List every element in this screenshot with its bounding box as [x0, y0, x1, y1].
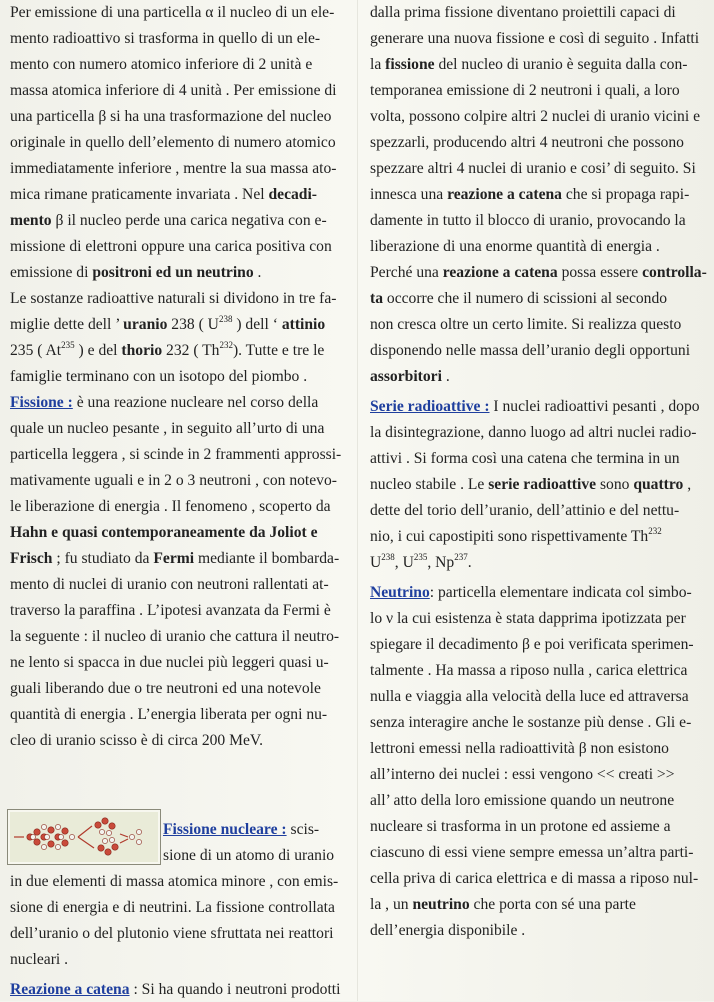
- text-line: volta, possono colpire altri 2 nuclei di uranio vicini e: [370, 108, 700, 125]
- text: miglie dette dell ’: [10, 316, 120, 333]
- text-line: talmente . Ha massa a riposo nulla , carica elettrica: [370, 662, 688, 679]
- text-line: ciascuno di essi viene sempre emessa un’altra parti-: [370, 844, 694, 861]
- text-line: disponendo nelle massa dell’uranio degli opportuni: [370, 342, 691, 359]
- text-line: mento radioattivo si trasforma in quello di un ele-: [10, 30, 321, 47]
- text-line: missione di elettroni oppure una carica positiva con: [10, 238, 332, 255]
- text-line: sione di energia e di neutrini. La fissione controllata: [10, 899, 335, 916]
- bold-term: Frisch: [10, 550, 53, 567]
- text-line: una particella β si ha una trasformazione del nucleo: [10, 108, 332, 125]
- text-line: la seguente : il nucleo di uranio che cattura il neutro-: [10, 628, 340, 645]
- text: nio, i cui capostipiti sono rispettivamente Th: [370, 528, 649, 545]
- text-line: spezzarli, producendo altri 4 neutroni che possono: [370, 134, 684, 151]
- text: che si propaga rapi-: [565, 186, 690, 203]
- text-line: famiglie terminano con un isotopo del piombo .: [10, 368, 308, 385]
- text-line: dell’energia disponibile .: [370, 922, 526, 939]
- text: innesca una: [370, 186, 444, 203]
- text-line: temporanea emissione di 2 neutroni i quali, a loro: [370, 82, 680, 99]
- text-line: particella leggera , si scinde in 2 frammenti approssi-: [10, 446, 342, 463]
- fission-diagram-icon: [8, 810, 160, 864]
- text-line: all’ atto della loro emissione quando un neutrone: [370, 792, 675, 809]
- text: 235 ( At: [10, 342, 62, 359]
- text: ) e del: [78, 342, 118, 359]
- text-line: [370, 367, 450, 389]
- bold-term: reazione a catena: [447, 186, 562, 203]
- text: , Np: [427, 554, 455, 571]
- text-line: [370, 263, 707, 285]
- section-heading-serie: Serie radioattive :: [370, 398, 490, 415]
- text-line: [10, 523, 318, 545]
- superscript: 237: [454, 552, 468, 562]
- bold-term: neutrino: [412, 896, 470, 913]
- text: ,: [687, 476, 692, 493]
- text-line: [10, 315, 325, 337]
- text: .: [467, 554, 472, 571]
- text-line: [10, 341, 324, 363]
- text: Perché una: [370, 264, 439, 281]
- text-line: attivi . Si forma così una catena che termina in un: [370, 450, 680, 467]
- text-line: quale un nucleo pesante , in seguito all’urto di una: [10, 420, 325, 437]
- section-heading-fissione-nucleare: Fissione nucleare :: [163, 821, 287, 838]
- text-line: nucleari .: [10, 951, 69, 968]
- text-line: [370, 475, 691, 497]
- text-line: massa atomica inferiore di 4 unità . Per emissione di: [10, 82, 337, 99]
- text: .: [257, 264, 262, 281]
- text: sono: [599, 476, 630, 493]
- text: emissione di: [10, 264, 89, 281]
- text-line: originale in quello dell’elemento di numero atomico: [10, 134, 336, 151]
- text-line: ne lento si spacca in due nuclei più leggeri quasi u-: [10, 654, 329, 671]
- text-line: quantità di energia . L’energia liberata per ogni nu-: [10, 706, 328, 723]
- text: 238 ( U: [171, 316, 219, 333]
- text-line: mento con numero atomico inferiore di 2 unità e: [10, 56, 313, 73]
- text: mediante il bombarda-: [198, 550, 340, 567]
- text: , U: [394, 554, 414, 571]
- bold-term: attinio: [281, 316, 326, 333]
- superscript: 235: [413, 552, 428, 562]
- text-line: mento di nuclei di uranio con neutroni rallentati at-: [10, 576, 329, 593]
- superscript: 238: [218, 314, 233, 324]
- text: la: [370, 56, 382, 73]
- text-line: generare una nuova fissione e così di seguito . Infatti: [370, 30, 700, 47]
- text-line: [370, 553, 472, 575]
- text-line: Per emissione di una particella α il nucleo di un ele-: [10, 4, 335, 21]
- text-line: spiegare il decadimento β e poi verificata sperimen-: [370, 636, 694, 653]
- text: U: [370, 554, 382, 571]
- text-line: [370, 895, 636, 917]
- text-line: le liberazione di energia . Il fenomeno , scoperto da: [10, 498, 331, 515]
- bold-term: Hahn e quasi contemporaneamente da Joliot e: [10, 524, 318, 541]
- text: ) dell ‘: [236, 316, 278, 333]
- text-line: in due elementi di massa atomica minore , con emis-: [10, 873, 339, 890]
- superscript: 232: [219, 340, 233, 350]
- text-line: traverso la paraffina . L’ipotesi avanzata da Fermi è: [10, 602, 331, 619]
- column-divider: [357, 0, 358, 1001]
- text-line: senza interagire anche le sostanze più dense . Gli e-: [370, 714, 692, 731]
- text: : Si ha quando i neutroni prodotti: [133, 981, 341, 998]
- text-line: nulla e viaggia alla velocità della luce ed attraversa: [370, 688, 689, 705]
- text-line: [370, 185, 689, 207]
- text-line: [370, 55, 687, 77]
- text-line: guali liberando due o tre neutroni ed una notevole: [10, 680, 321, 697]
- text: possa essere: [561, 264, 639, 281]
- text-line: nucleare si trasforma in un protone ed assieme a: [370, 818, 671, 835]
- text: 232 ( Th: [166, 342, 220, 359]
- text: β il nucleo perde una carica negativa con e-: [55, 212, 327, 229]
- text-line: dette del torio dell’uranio, dell’attinio e del nettu-: [370, 502, 680, 519]
- superscript: 238: [381, 552, 395, 562]
- text-line: sione di un atomo di uranio: [163, 847, 335, 864]
- bold-term: decadi-: [268, 186, 317, 203]
- text-line: [10, 980, 340, 1002]
- text-line: dell’uranio o del plutonio viene sfruttata nei reattori: [10, 925, 334, 942]
- text: scis-: [290, 821, 320, 838]
- text-line: [10, 263, 261, 285]
- text-line: spezzare altri 4 nuclei di uranio e cosi’ di seguito. Si: [370, 160, 696, 177]
- bold-term: assorbitori: [370, 368, 442, 385]
- text-line: [370, 397, 700, 419]
- section-heading-reazione: Reazione a catena: [10, 981, 130, 998]
- text-line: mativamente uguali e in 2 o 3 neutroni , con notevo-: [10, 472, 337, 489]
- text: la , un: [370, 896, 409, 913]
- text: .: [445, 368, 450, 385]
- superscript: 235: [61, 340, 75, 350]
- text-line: [163, 820, 319, 842]
- bold-term: ta: [370, 290, 383, 307]
- bold-term: reazione a catena: [442, 264, 558, 281]
- text-line: lettroni emessi nella radioattività β non esistono: [370, 740, 669, 757]
- bold-term: serie radioattive: [488, 476, 597, 493]
- text: : particella elementare indicata col simbo-: [429, 584, 692, 601]
- bold-term: mento: [10, 212, 52, 229]
- text-line: Le sostanze radioattive naturali si dividono in tre fa-: [10, 290, 337, 307]
- bold-term: positroni ed un neutrino: [92, 264, 254, 281]
- text-line: immediatamente inferiore , mentre la sua massa ato-: [10, 160, 337, 177]
- text-line: la disintegrazione, danno luogo ad altri nuclei radio-: [370, 424, 697, 441]
- section-heading-neutrino: Neutrino: [370, 584, 430, 601]
- text-line: cella priva di carica elettrica e di massa a riposo nul-: [370, 870, 699, 887]
- text-line: non cresca oltre un certo limite. Si realizza questo: [370, 316, 682, 333]
- bold-term: thorio: [121, 342, 163, 359]
- fission-illustration: [7, 809, 161, 865]
- text-line: [370, 289, 667, 311]
- text-line: [10, 549, 339, 571]
- superscript: 232: [648, 526, 662, 536]
- text: mica rimane praticamente invariata . Nel: [10, 186, 265, 203]
- section-heading-fissione: Fissione :: [10, 394, 73, 411]
- bold-term: Fermi: [153, 550, 195, 567]
- text-line: [370, 583, 692, 605]
- text-line: [10, 185, 317, 207]
- text-line: liberazione di una enorme quantità di energia .: [370, 238, 660, 255]
- text-line: all’interno dei nuclei : essi vengono << creati >>: [370, 766, 675, 783]
- bold-term: fissione: [385, 56, 435, 73]
- text: che porta con sé una parte: [473, 896, 636, 913]
- text-line: damente in tutto il blocco di uranio, provocando la: [370, 212, 686, 229]
- bold-term: quattro: [633, 476, 684, 493]
- text: nucleo stabile . Le: [370, 476, 485, 493]
- text-line: dalla prima fissione diventano proiettili capaci di: [370, 4, 676, 21]
- text-line: [10, 393, 318, 415]
- text-line: lo ν la cui esistenza è stata dapprima ipotizzata per: [370, 610, 686, 627]
- text: ). Tutte e tre le: [232, 342, 325, 359]
- text: ; fu studiato da: [56, 550, 150, 567]
- text-line: [370, 527, 662, 549]
- text: è una reazione nucleare nel corso della: [76, 394, 319, 411]
- bold-term: controlla-: [642, 264, 707, 281]
- text-line: cleo di uranio scisso è di circa 200 MeV.: [10, 732, 264, 749]
- text: I nuclei radioattivi pesanti , dopo: [493, 398, 700, 415]
- text: occorre che il numero di scissioni al secondo: [386, 290, 668, 307]
- bold-term: uranio: [123, 316, 168, 333]
- text: del nucleo di uranio è seguita dalla con-: [438, 56, 688, 73]
- text-line: [10, 211, 327, 233]
